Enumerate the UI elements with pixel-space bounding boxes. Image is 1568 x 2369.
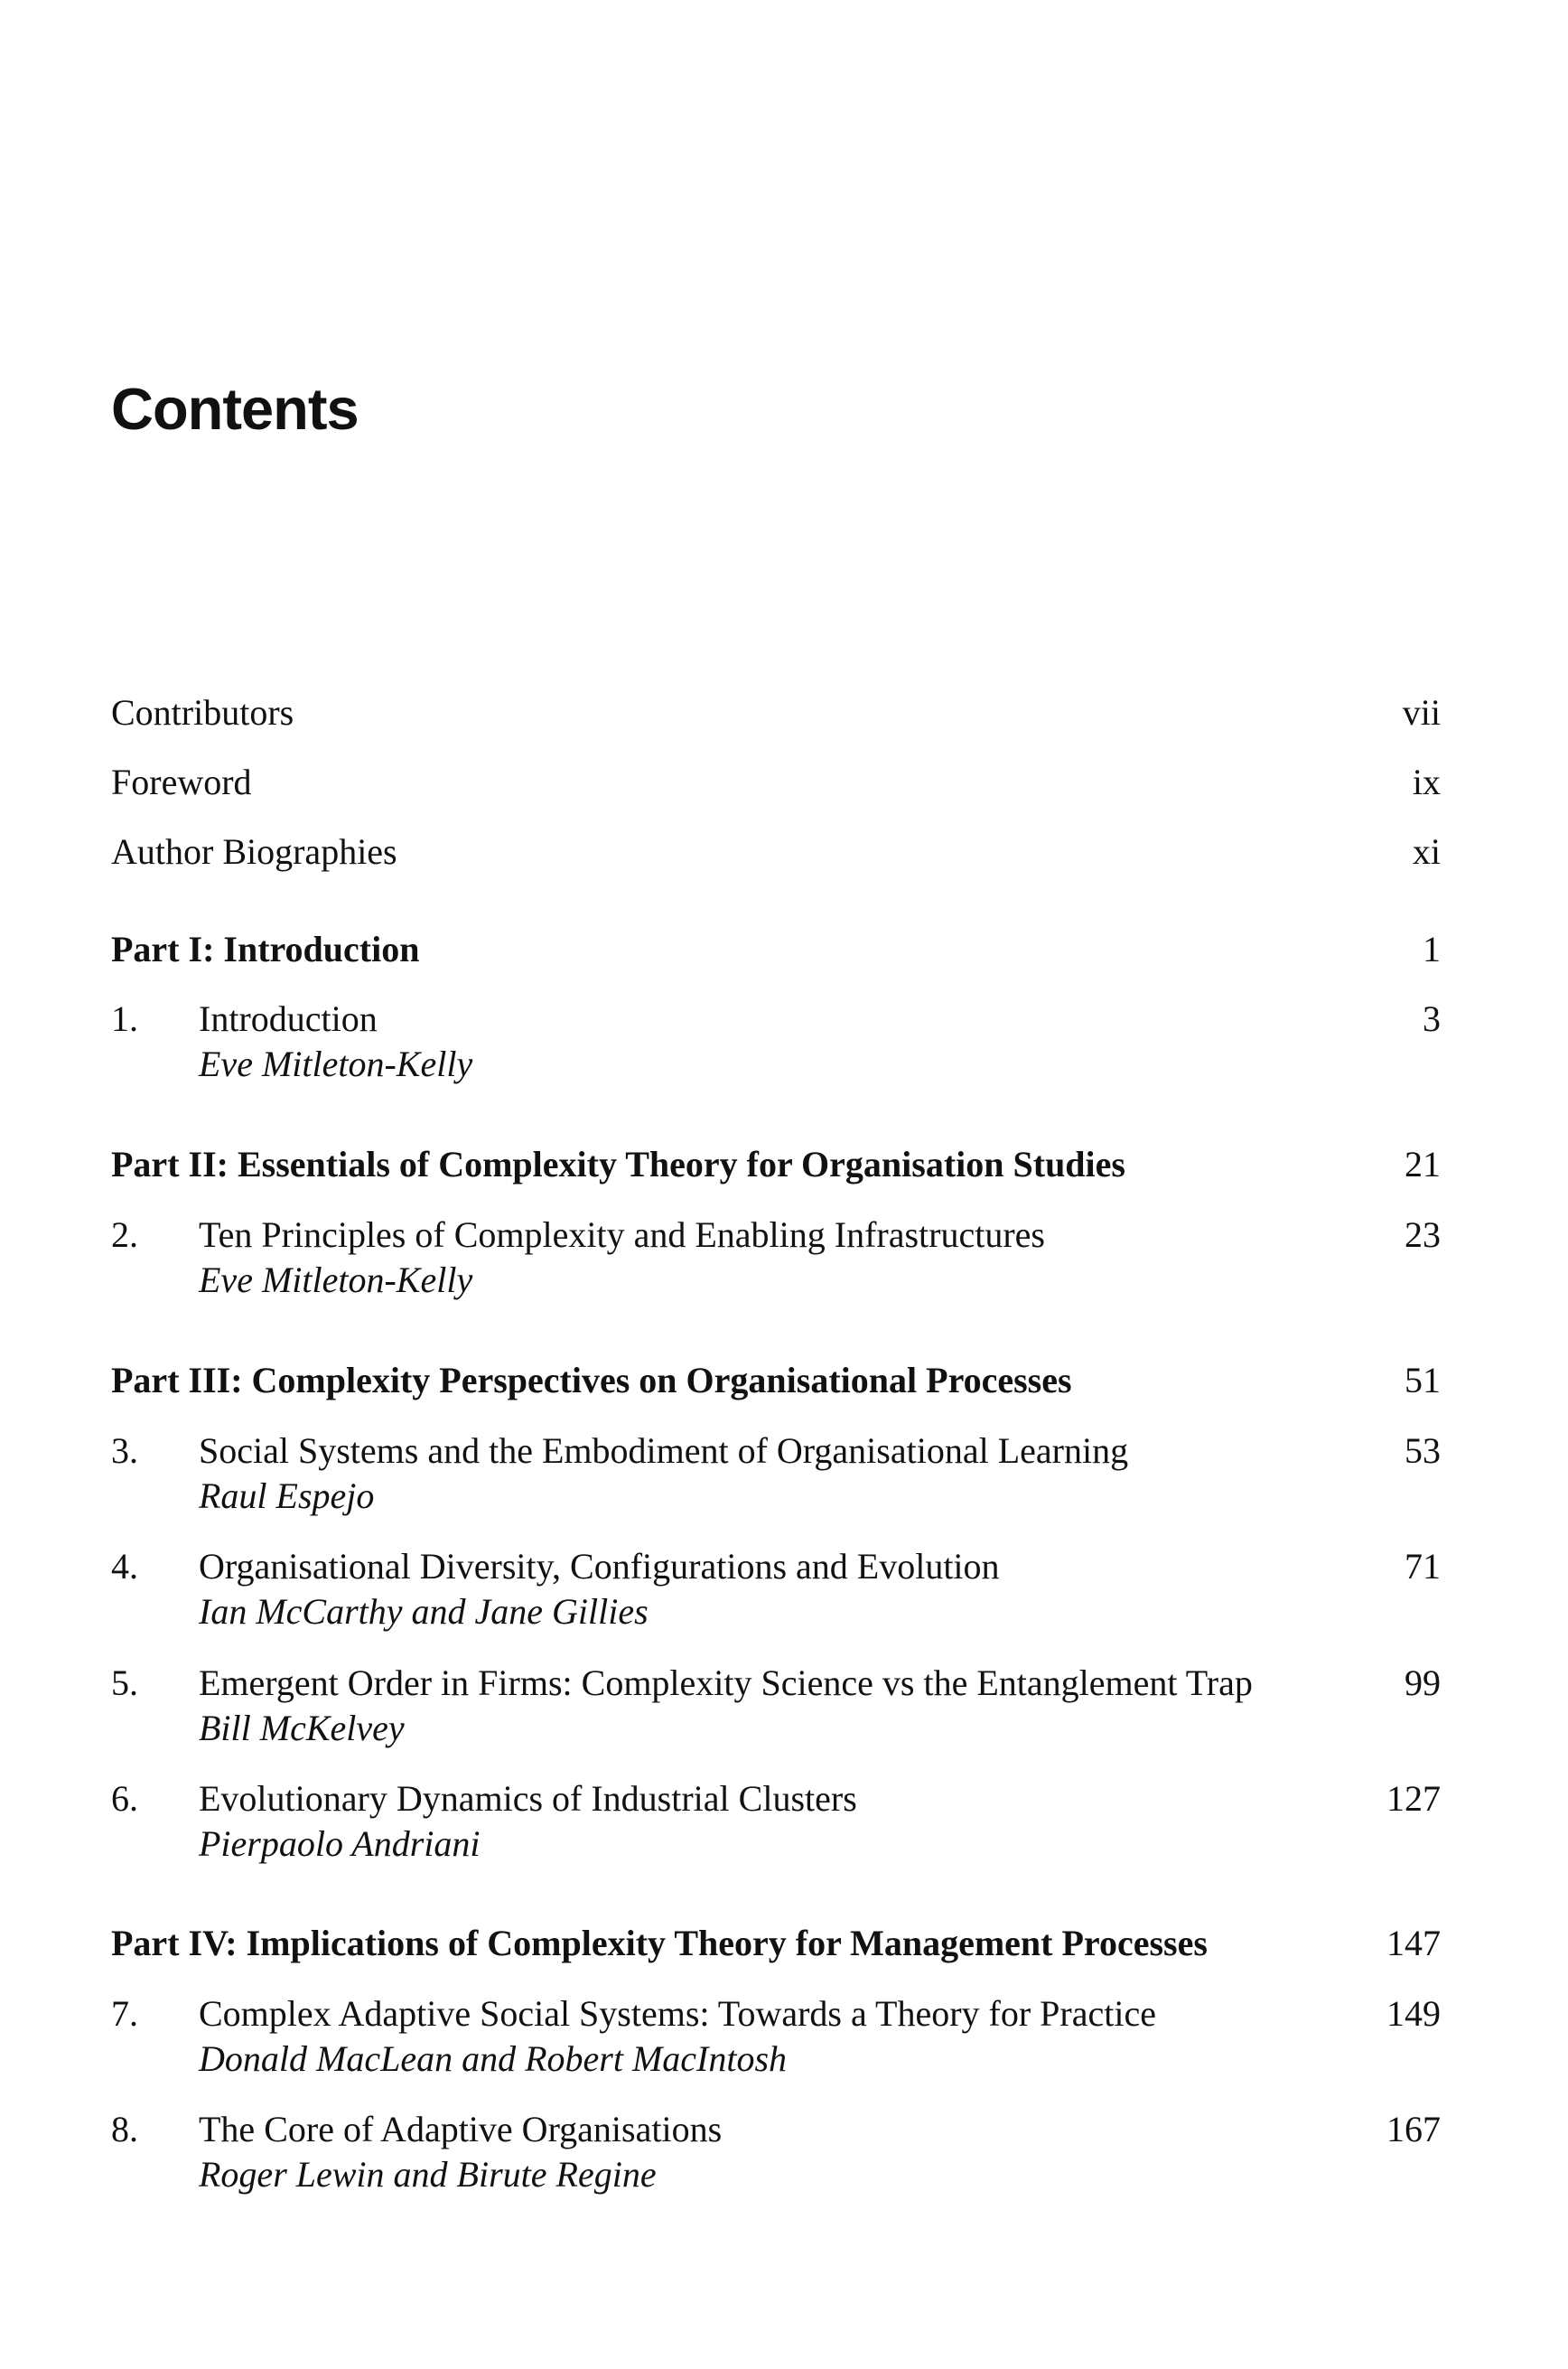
chapter-number: 2. [111, 1214, 138, 1255]
chapter-author: Ian McCarthy and Jane Gillies [199, 1591, 649, 1632]
toc-page-number: 167 [1386, 2109, 1441, 2149]
chapter-title: Emergent Order in Firms: Complexity Science vs the Entanglement Trap [199, 1662, 1253, 1703]
part-title: Part I: Introduction [111, 929, 420, 969]
toc-page-number: 3 [1423, 998, 1441, 1039]
toc-page-number: 23 [1405, 1214, 1441, 1255]
chapter-number: 1. [111, 998, 138, 1039]
toc-page-number: 53 [1405, 1430, 1441, 1471]
chapter-number: 5. [111, 1662, 138, 1703]
chapter-number: 8. [111, 2109, 138, 2149]
chapter-author: Donald MacLean and Robert MacIntosh [199, 2038, 788, 2079]
chapter-title: Ten Principles of Complexity and Enabling Infrastructures [199, 1214, 1045, 1255]
toc-page-number: 71 [1405, 1546, 1441, 1587]
toc-page-number: 99 [1405, 1662, 1441, 1703]
toc-page-number: 147 [1386, 1923, 1441, 1963]
chapter-title: The Core of Adaptive Organisations [199, 2109, 723, 2149]
chapter-number: 6. [111, 1778, 138, 1819]
toc-page-number: vii [1402, 692, 1441, 733]
page-title: Contents [111, 376, 359, 442]
chapter-title: Organisational Diversity, Configurations and Evolution [199, 1546, 1000, 1587]
chapter-author: Raul Espejo [199, 1475, 375, 1516]
chapter-number: 4. [111, 1546, 138, 1587]
toc-page-number: xi [1412, 831, 1441, 872]
toc-page-number: 149 [1386, 1993, 1441, 2034]
chapter-title: Introduction [199, 998, 378, 1039]
table-of-contents [111, 0, 1441, 2369]
part-title: Part IV: Implications of Complexity Theory for Management Processes [111, 1923, 1208, 1963]
chapter-title: Social Systems and the Embodiment of Organisational Learning [199, 1430, 1129, 1471]
part-title: Part III: Complexity Perspectives on Organisational Processes [111, 1360, 1072, 1400]
chapter-author: Eve Mitleton-Kelly [199, 1044, 473, 1084]
toc-entry-title: Contributors [111, 692, 294, 733]
toc-page-number: 51 [1405, 1360, 1441, 1400]
chapter-title: Complex Adaptive Social Systems: Towards a Theory for Practice [199, 1993, 1156, 2034]
chapter-author: Pierpaolo Andriani [199, 1823, 481, 1864]
chapter-author: Eve Mitleton-Kelly [199, 1259, 473, 1300]
toc-entry-title: Foreword [111, 762, 252, 802]
toc-page-number: 127 [1386, 1778, 1441, 1819]
toc-page-number: 1 [1423, 929, 1441, 969]
chapter-number: 3. [111, 1430, 138, 1471]
chapter-author: Roger Lewin and Birute Regine [199, 2154, 657, 2195]
toc-page-number: ix [1412, 762, 1441, 802]
chapter-title: Evolutionary Dynamics of Industrial Clusters [199, 1778, 857, 1819]
toc-page-number: 21 [1405, 1144, 1441, 1184]
chapter-author: Bill McKelvey [199, 1708, 405, 1748]
toc-entry-title: Author Biographies [111, 831, 397, 872]
chapter-number: 7. [111, 1993, 138, 2034]
part-title: Part II: Essentials of Complexity Theory for Organisation Studies [111, 1144, 1125, 1184]
